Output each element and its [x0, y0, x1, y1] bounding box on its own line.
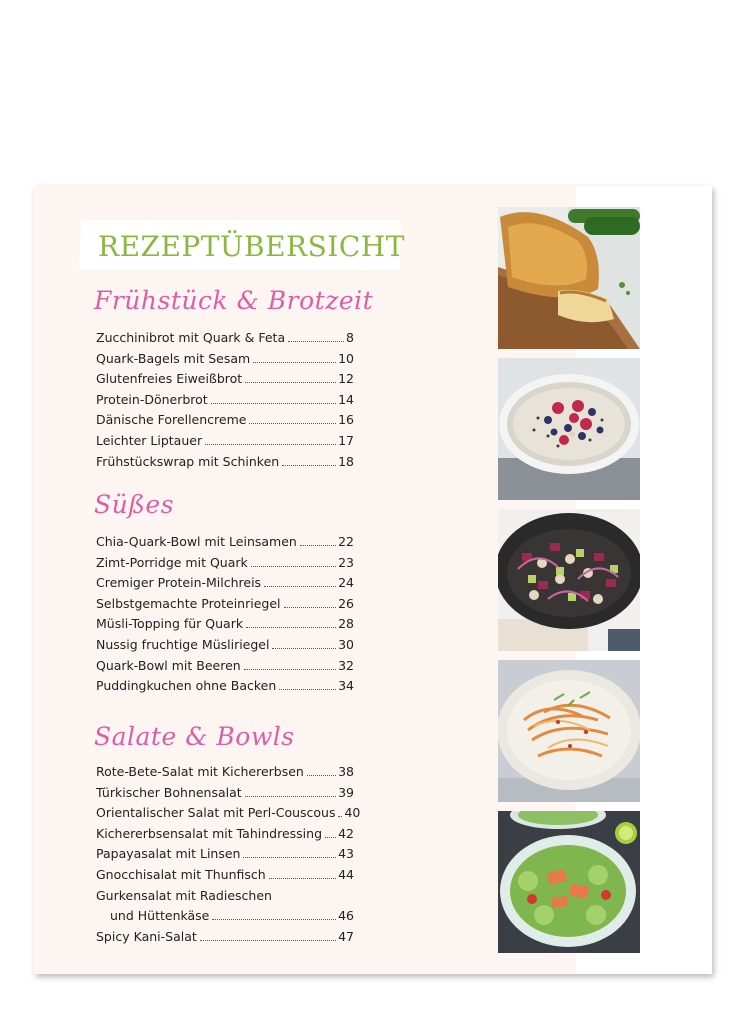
toc-entry[interactable]: Orientalischer Salat mit Perl-Couscous 40 [96, 805, 361, 821]
toc-entry[interactable]: Glutenfreies Eiweißbrot 12 [96, 371, 354, 387]
page-title: REZEPTÜBERSICHT [98, 230, 405, 263]
zucchini-bread-photo [498, 207, 640, 349]
toc-entry[interactable]: Papayasalat mit Linsen 43 [96, 846, 354, 862]
book-page [34, 186, 712, 974]
section-heading-fruehstueck: Frühstück & Brotzeit [94, 286, 374, 315]
toc-entry[interactable]: Quark-Bowl mit Beeren 32 [96, 657, 354, 673]
toc-entry[interactable]: Spicy Kani-Salat 47 [96, 928, 354, 944]
toc-list-salate [96, 762, 361, 947]
toc-entry[interactable]: Müsli-Topping für Quark 28 [96, 616, 354, 632]
toc-entry[interactable]: Türkischer Bohnensalat 39 [96, 784, 354, 800]
toc-entry[interactable]: Selbstgemachte Proteinriegel 26 [96, 595, 354, 611]
toc-list-fruehstueck [96, 328, 354, 472]
toc-entry[interactable]: Nussig fruchtige Müsliriegel 30 [96, 636, 354, 652]
toc-entry[interactable]: und Hüttenkäse 46 [110, 908, 354, 924]
papaya-salad-photo [498, 660, 640, 802]
chia-berry-bowl-photo [498, 358, 640, 500]
toc-entry[interactable]: Zimt-Porridge mit Quark 23 [96, 554, 354, 570]
toc-entry[interactable]: Protein-Dönerbrot 14 [96, 391, 354, 407]
toc-list-suesses [96, 532, 354, 697]
toc-entry[interactable]: Gurkensalat mit Radieschen [96, 887, 272, 903]
toc-entry[interactable]: Leichter Liptauer 17 [96, 432, 354, 448]
section-heading-salate: Salate & Bowls [94, 722, 295, 751]
toc-entry[interactable]: Dänische Forellencreme 16 [96, 412, 354, 428]
toc-entry[interactable]: Frühstückswrap mit Schinken 18 [96, 453, 354, 469]
salmon-salad-bowl-photo [498, 811, 640, 953]
beet-chickpea-salad-photo [498, 509, 640, 651]
toc-entry[interactable]: Quark-Bagels mit Sesam 10 [96, 350, 354, 366]
toc-entry[interactable]: Chia-Quark-Bowl mit Leinsamen 22 [96, 534, 354, 549]
toc-entry[interactable]: Rote-Bete-Salat mit Kichererbsen 38 [96, 764, 354, 779]
toc-entry[interactable]: Kichererbsensalat mit Tahindressing 42 [96, 825, 354, 841]
section-heading-suesses: Süßes [94, 490, 175, 519]
toc-entry[interactable]: Zucchinibrot mit Quark & Feta 8 [96, 330, 354, 345]
toc-entry[interactable]: Puddingkuchen ohne Backen 34 [96, 678, 354, 694]
toc-entry[interactable]: Cremiger Protein-Milchreis 24 [96, 575, 354, 591]
toc-entry[interactable]: Gnocchisalat mit Thunfisch 44 [96, 866, 354, 882]
